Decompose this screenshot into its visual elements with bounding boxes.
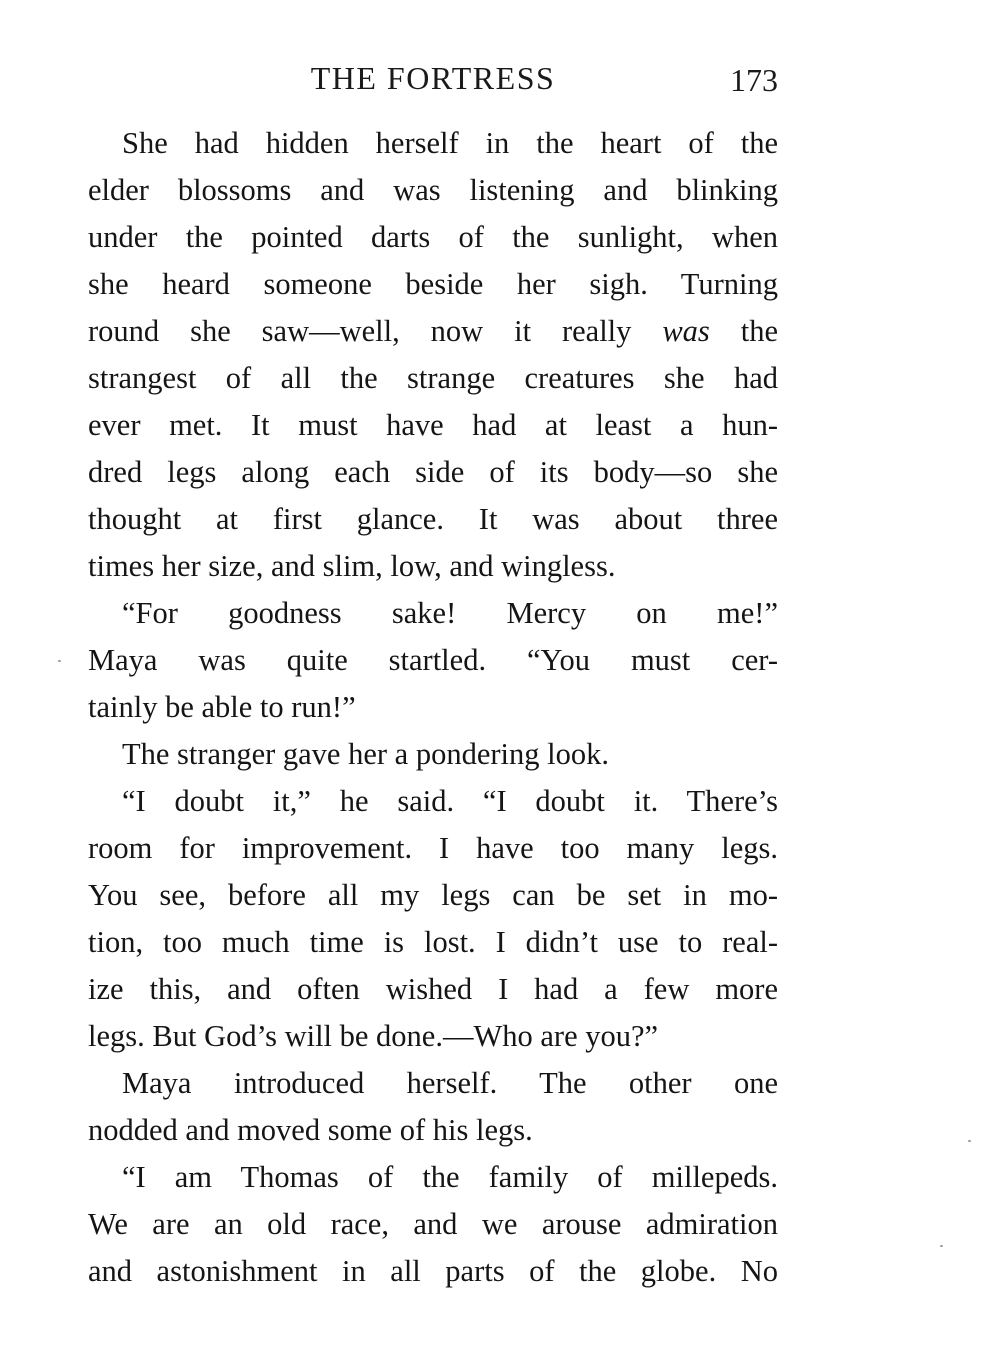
text-line: tainly be able to run!” <box>88 690 356 724</box>
page-number: 173 <box>730 62 778 98</box>
text-line: times her size, and slim, low, and wingless. <box>88 549 616 583</box>
text-line: dred legs along each side of its body—so she <box>88 455 778 489</box>
text-line: You see, before all my legs can be set in mo- <box>88 878 778 912</box>
text-line: strangest of all the strange creatures she had <box>88 361 778 395</box>
text-line: tion, too much time is lost. I didn’t use to real- <box>88 925 778 959</box>
text-line: room for improvement. I have too many legs. <box>88 831 778 865</box>
text-line <box>88 308 778 355</box>
text-segment: round she saw—well, now it really <box>88 314 663 348</box>
text-segment: the <box>709 314 778 348</box>
page-header <box>88 60 778 104</box>
paper-speck <box>58 660 61 662</box>
text-line: ize this, and often wished I had a few more <box>88 972 778 1006</box>
body-text <box>88 120 778 1295</box>
text-line: under the pointed darts of the sunlight, when <box>88 220 778 254</box>
text-line: elder blossoms and was listening and blinking <box>88 173 778 207</box>
running-head: THE FORTRESS <box>310 60 556 96</box>
text-line: Maya introduced herself. The other one <box>122 1066 778 1100</box>
text-line: she heard someone beside her sigh. Turning <box>88 267 778 301</box>
text-line: The stranger gave her a pondering look. <box>122 737 609 771</box>
text-line: Maya was quite startled. “You must cer- <box>88 643 778 677</box>
text-line: She had hidden herself in the heart of the <box>122 126 778 160</box>
paper-speck <box>968 1140 971 1142</box>
text-line: “I am Thomas of the family of millepeds. <box>122 1160 778 1194</box>
text-line: legs. But God’s will be done.—Who are you?” <box>88 1019 659 1053</box>
text-line: “I doubt it,” he said. “I doubt it. There’s <box>122 784 778 818</box>
text-line: We are an old race, and we arouse admiration <box>88 1207 778 1241</box>
text-line: nodded and moved some of his legs. <box>88 1113 533 1147</box>
text-line: “For goodness sake! Mercy on me!” <box>122 596 778 630</box>
italic-word: was <box>662 314 710 348</box>
text-line: and astonishment in all parts of the globe. No <box>88 1254 778 1288</box>
text-line: thought at first glance. It was about three <box>88 502 778 536</box>
paper-speck <box>940 1245 943 1247</box>
text-line: ever met. It must have had at least a hun- <box>88 408 778 442</box>
